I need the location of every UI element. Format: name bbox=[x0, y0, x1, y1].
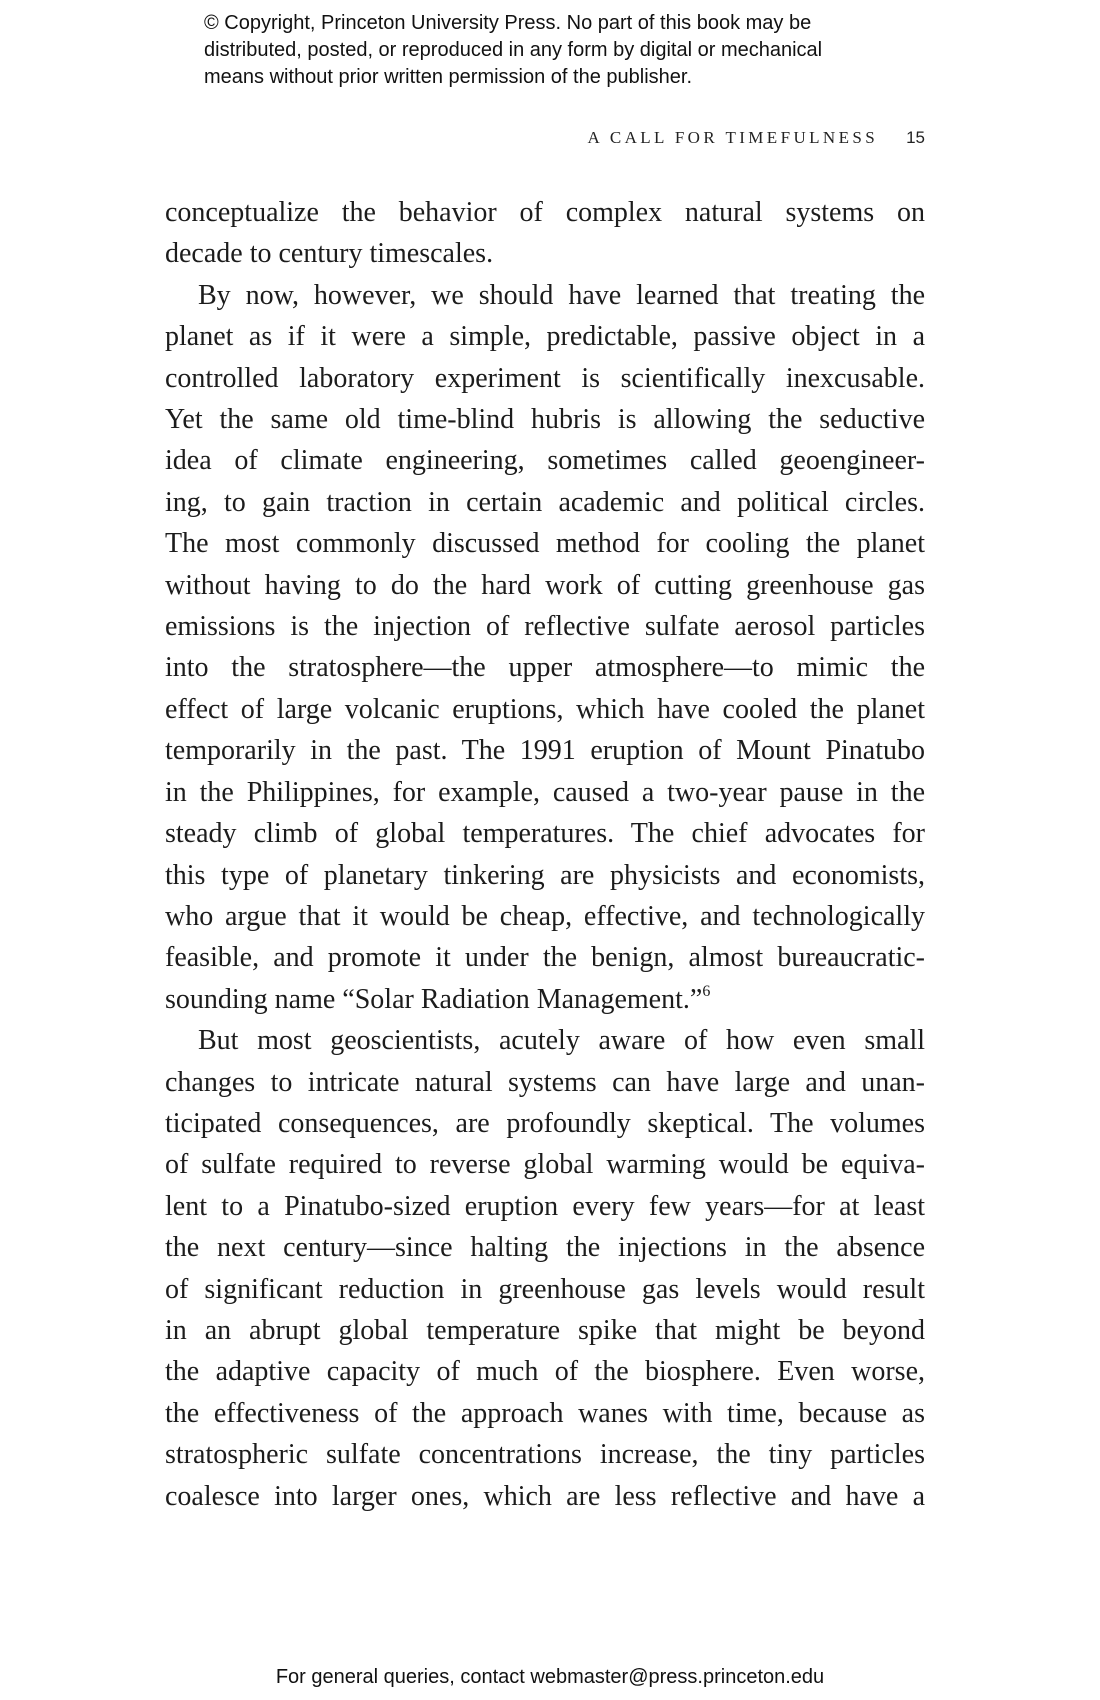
text-line: of significant reduction in greenhouse gas levels would result bbox=[165, 1273, 925, 1305]
text-line: the adaptive capacity of much of the biosphere. Even worse, bbox=[165, 1356, 925, 1388]
text-line: conceptualize the behavior of complex natural systems on bbox=[165, 197, 925, 228]
paragraph-start-line: But most geoscientists, acutely aware of how even small bbox=[198, 1025, 925, 1057]
text-line: without having to do the hard work of cutting greenhouse gas bbox=[165, 569, 925, 601]
text-line: ing, to gain traction in certain academic and political circles. bbox=[165, 486, 925, 518]
copyright-notice bbox=[204, 10, 924, 91]
text-line: in the Philippines, for example, caused a two-year pause in the bbox=[165, 776, 925, 808]
text-line: ticipated consequences, are profoundly skeptical. The volumes bbox=[165, 1107, 925, 1139]
paragraph-start-line: By now, however, we should have learned that treating the bbox=[198, 279, 925, 311]
text-line: in an abrupt global temperature spike that might be beyond bbox=[165, 1314, 925, 1346]
text-line: controlled laboratory experiment is scientifically inexcusable. bbox=[165, 362, 925, 394]
copyright-line: distributed, posted, or reproduced in any form by digital or mechanical bbox=[204, 39, 823, 61]
copyright-line: means without prior written permission of the publisher. bbox=[204, 66, 693, 88]
text-line: effect of large volcanic eruptions, which have cooled the planet bbox=[165, 693, 925, 725]
text-line: coalesce into larger ones, which are less reflective and have a bbox=[165, 1480, 925, 1512]
text-line: decade to century timescales. bbox=[165, 238, 494, 270]
footnote-reference[interactable]: 6 bbox=[702, 982, 711, 1000]
body-text bbox=[165, 192, 925, 1517]
text-line: planet as if it were a simple, predictable, passive object in a bbox=[165, 321, 925, 353]
text-line: the next century—since halting the injections in the absence bbox=[165, 1232, 925, 1264]
text-line: of sulfate required to reverse global warming would be equiva- bbox=[165, 1149, 925, 1181]
text-line: steady climb of global temperatures. The chief advocates for bbox=[165, 818, 925, 850]
text-line: lent to a Pinatubo-sized eruption every few years—for at least bbox=[165, 1190, 925, 1222]
text-line: who argue that it would be cheap, effective, and technologically bbox=[165, 900, 925, 932]
footer-contact: For general queries, contact webmaster@press.princeton.edu bbox=[275, 1666, 825, 1688]
text-line: the effectiveness of the approach wanes with time, because as bbox=[165, 1397, 925, 1429]
text-line: this type of planetary tinkering are physicists and economists, bbox=[165, 859, 925, 891]
text-line: emissions is the injection of reflective sulfate aerosol particles bbox=[165, 611, 925, 643]
page-number: 15 bbox=[906, 128, 925, 147]
text-line: into the stratosphere—the upper atmosphere—to mimic the bbox=[165, 652, 925, 684]
text-line: stratospheric sulfate concentrations increase, the tiny particles bbox=[165, 1439, 925, 1471]
text-line: idea of climate engineering, sometimes called geoengineer- bbox=[165, 445, 925, 477]
text-line: The most commonly discussed method for cooling the planet bbox=[165, 528, 925, 560]
text-line: Yet the same old time-blind hubris is allowing the seductive bbox=[165, 404, 925, 436]
text-line-content: sounding name “Solar Radiation Management.” bbox=[165, 983, 703, 1015]
text-line-with-footnote bbox=[165, 979, 925, 1020]
text-line: feasible, and promote it under the benign, almost bureaucratic- bbox=[165, 942, 925, 974]
copyright-line: © Copyright, Princeton University Press. No part of this book may be bbox=[204, 12, 812, 34]
text-line: changes to intricate natural systems can have large and unan- bbox=[165, 1066, 925, 1098]
chapter-title: A CALL FOR TIMEFULNESS bbox=[587, 128, 879, 147]
running-head bbox=[520, 128, 925, 148]
text-line: temporarily in the past. The 1991 eruption of Mount Pinatubo bbox=[165, 735, 925, 767]
